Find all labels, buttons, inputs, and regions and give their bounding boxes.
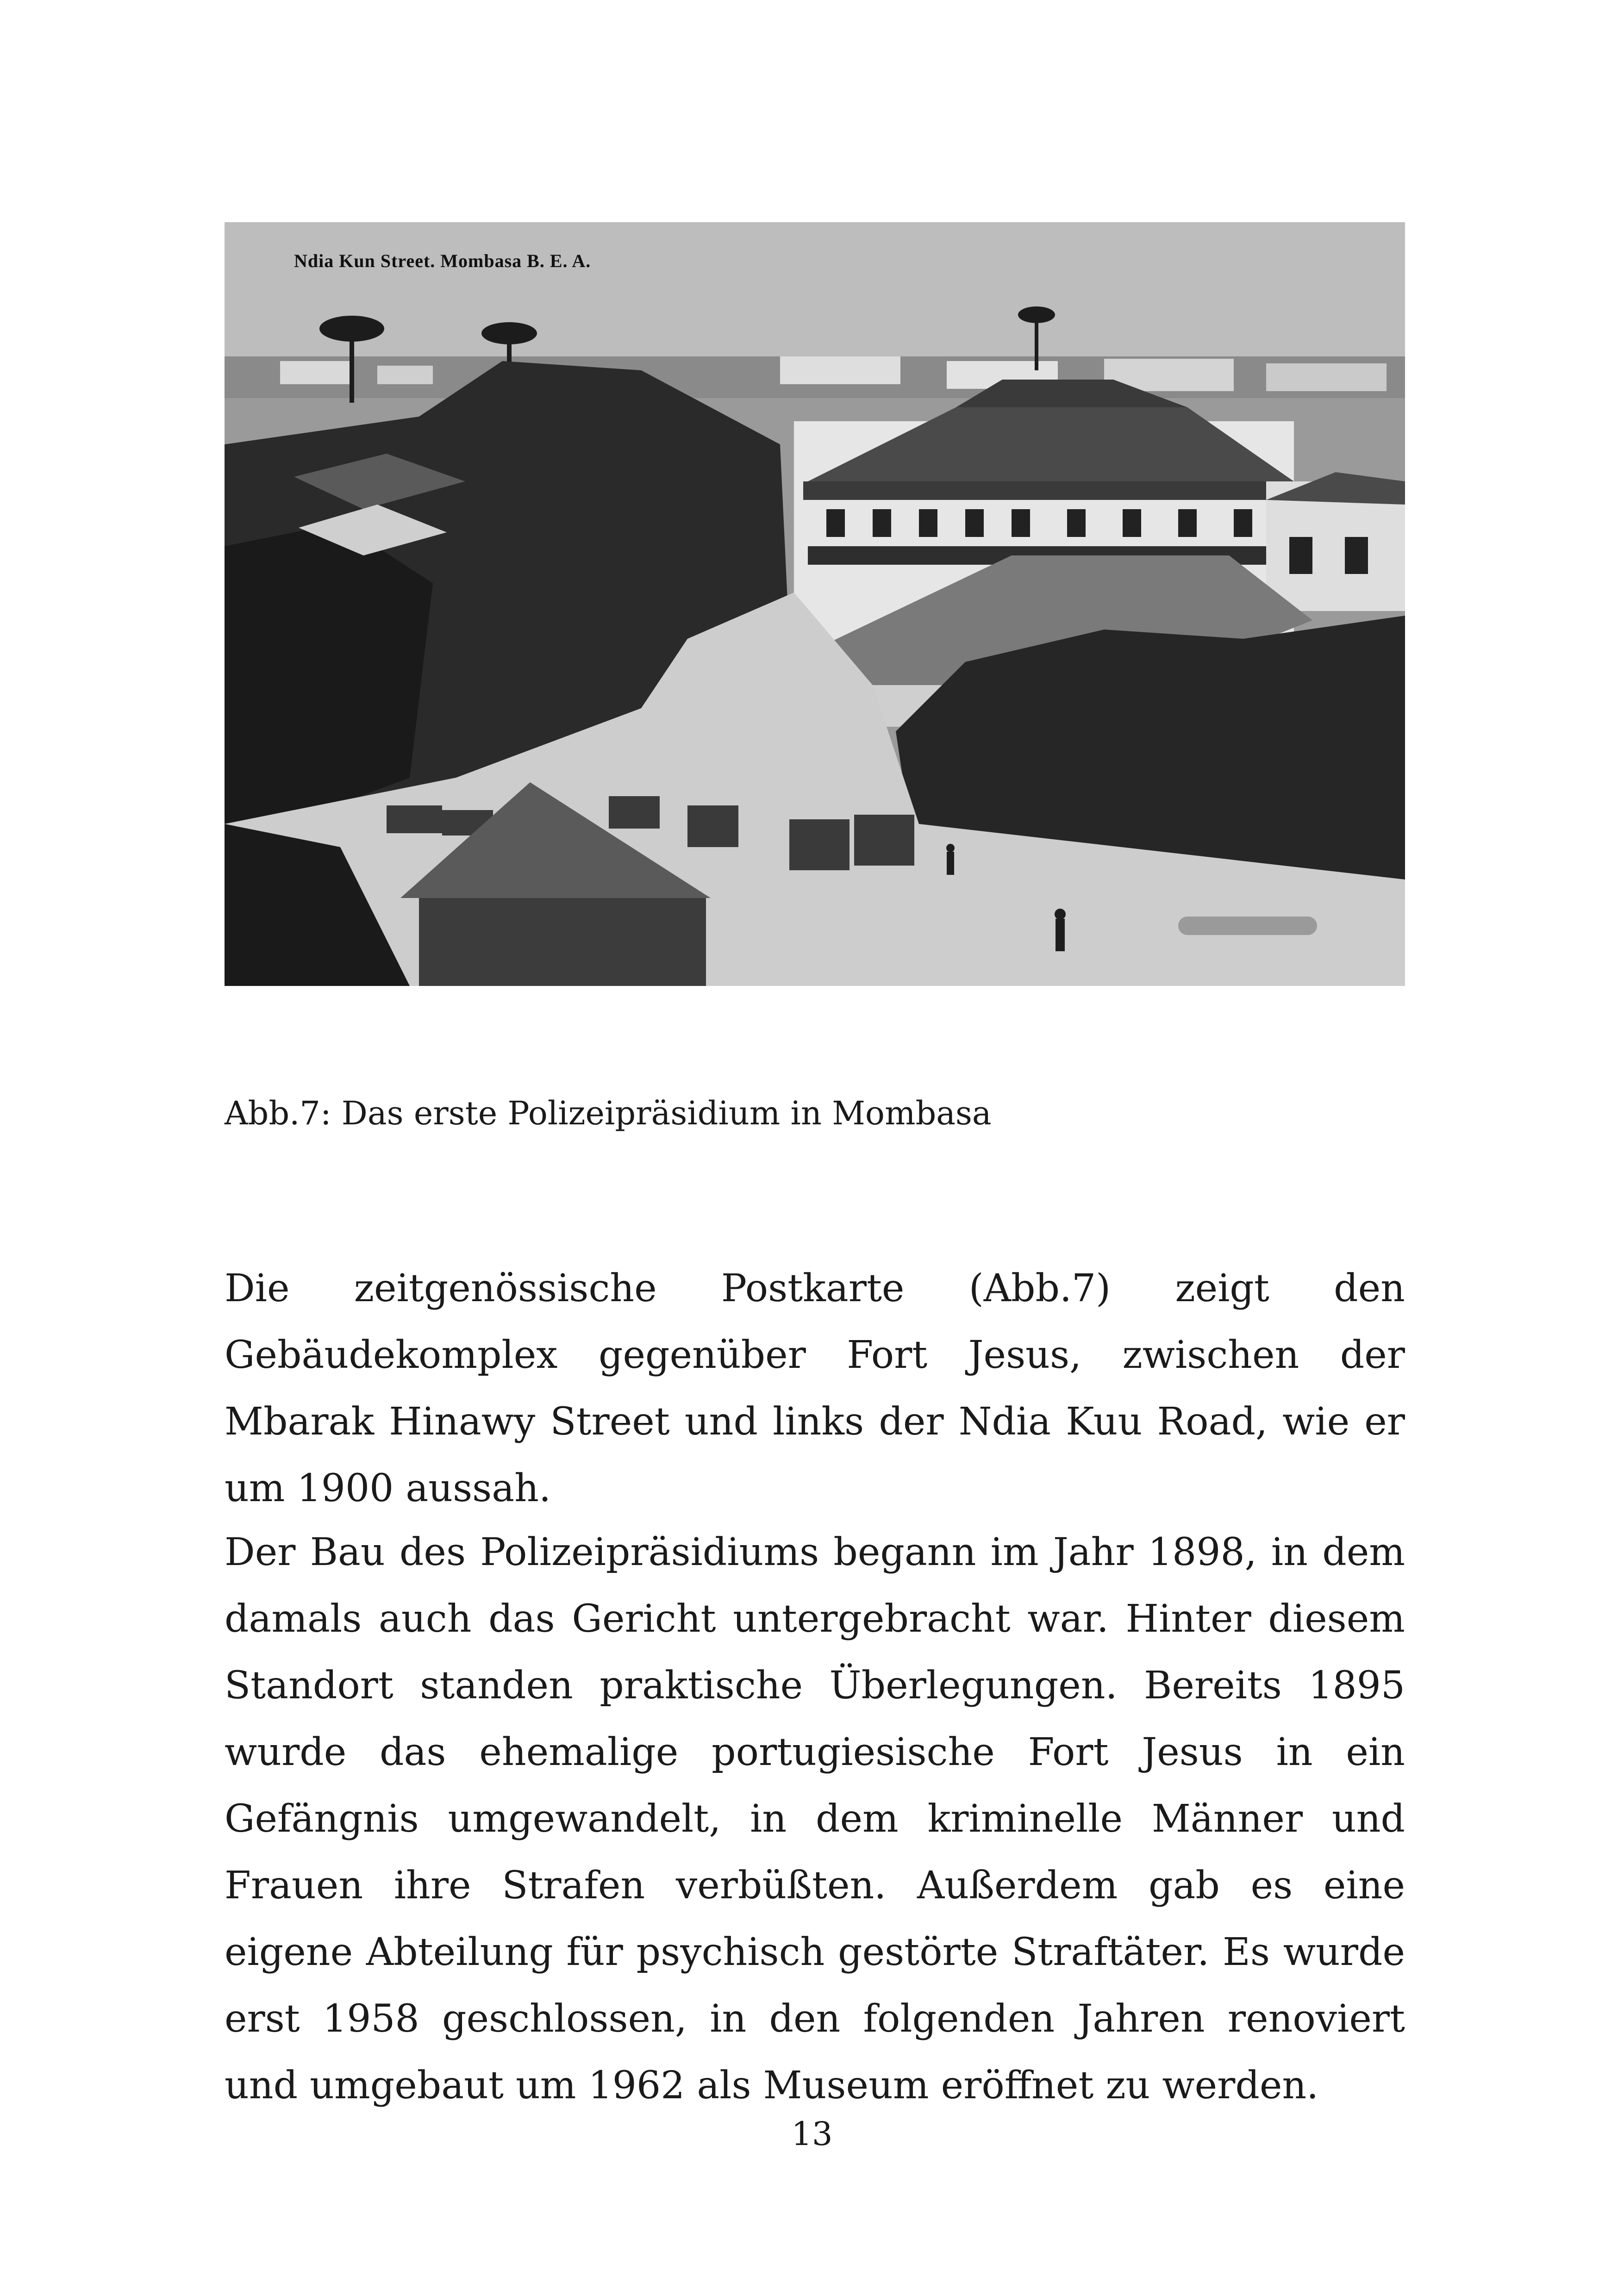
postcard-label: Ndia Kun Street. Mombasa B. E. A. <box>294 250 591 271</box>
body-paragraph-1: Die zeitgenössische Postkarte (Abb.7) zeigt den Gebäudekomplex gegenüber Fort Jesus, zwischen der Mbarak Hinawy Street und links der Ndia Kuu Road, wie er um 1900 aussah. <box>225 1266 1405 1510</box>
page-number: 13 <box>791 2115 833 2153</box>
figure-caption: Abb.7: Das erste Polizeipräsidium in Mombasa <box>225 1094 992 1132</box>
postcard-photo <box>225 222 1405 986</box>
body-paragraph-2: Der Bau des Polizeipräsidiums begann im Jahr 1898, in dem damals auch das Gericht untergebracht war. Hinter diesem Standort standen praktische Überlegungen. Bereits 1895 wurde das ehemalige portugiesische Fort Jesus in ein Gefängnis umgewandelt, in dem kriminelle Männer und Frauen ihre Strafen verbüßten. Außerdem gab es eine eigene Abteilung für psychisch gestörte Straftäter. Es wurde erst 1958 geschlossen, in den folgenden Jahren renoviert und umgebaut um 1962 als Museum eröffnet zu werden. <box>225 1530 1405 2108</box>
street-scene-illustration <box>225 222 1405 986</box>
